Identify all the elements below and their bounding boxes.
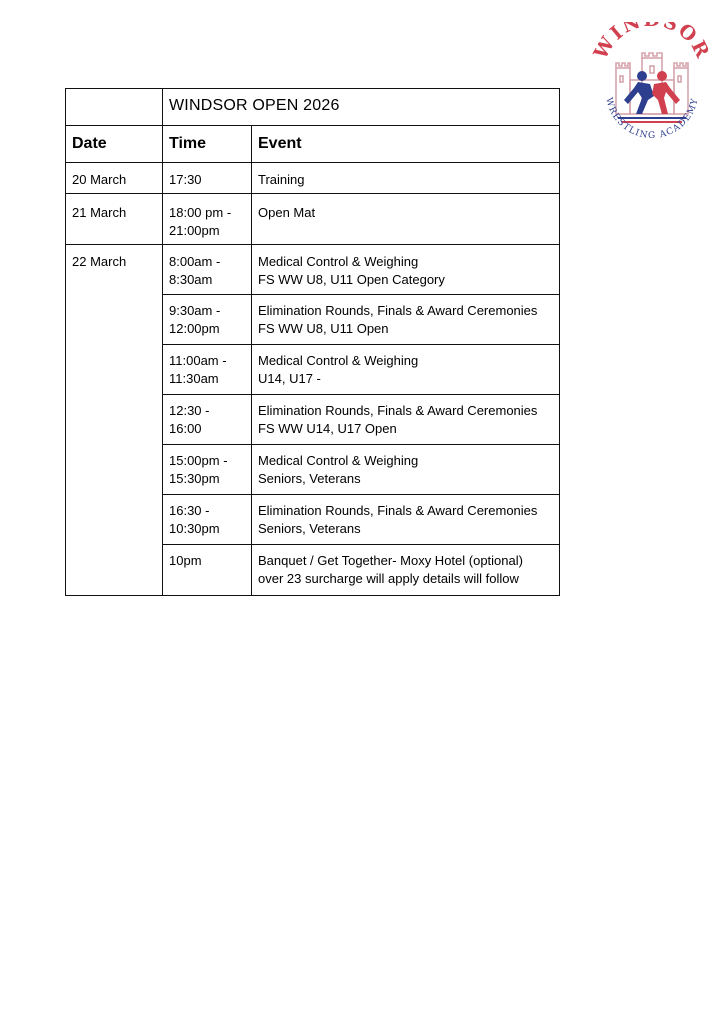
time-text: 15:30pm <box>169 471 220 486</box>
event-text: over 23 surcharge will apply details will follow <box>258 571 519 586</box>
title-row <box>66 89 560 126</box>
time-cell <box>163 345 252 395</box>
event-cell <box>252 445 560 495</box>
time-text: 16:30 - <box>169 503 210 518</box>
table-row <box>66 245 560 295</box>
logo-emblem <box>592 22 712 152</box>
event-text: FS WW U8, U11 Open <box>258 321 389 336</box>
header-date-cell <box>66 126 163 163</box>
time-cell <box>163 245 252 295</box>
time-text: 21:00pm <box>169 223 220 238</box>
header-event-cell <box>252 126 560 163</box>
event-cell <box>252 163 560 194</box>
time-text: 12:00pm <box>169 321 220 336</box>
event-text: Medical Control & Weighing <box>258 254 419 269</box>
event-text: Elimination Rounds, Finals & Award Ceremonies <box>258 503 538 518</box>
event-text: Seniors, Veterans <box>258 471 361 486</box>
time-text: 8:00am - <box>169 254 221 269</box>
time-text: 11:30am <box>169 371 219 386</box>
logo-top-text: WIN SOR <box>592 22 712 63</box>
wrestlers-icon <box>624 71 680 114</box>
table-row <box>66 163 560 194</box>
table-row <box>66 194 560 245</box>
time-text: 9:30am - <box>169 303 221 318</box>
time-cell <box>163 295 252 345</box>
event-text: Seniors, Veterans <box>258 521 361 536</box>
time-text: 8:30am <box>169 272 213 287</box>
event-text: Elimination Rounds, Finals & Award Ceremonies <box>258 403 538 418</box>
time-cell <box>163 545 252 596</box>
event-cell <box>252 245 560 295</box>
time-cell <box>163 495 252 545</box>
header-event: Event <box>258 135 302 152</box>
event-cell <box>252 495 560 545</box>
date-text: 22 March <box>72 254 127 269</box>
event-text: Banquet / Get Together- Moxy Hotel (optional) <box>258 553 523 568</box>
date-text: 21 March <box>72 205 127 220</box>
event-text: Medical Control & Weighing <box>258 453 419 468</box>
header-time-cell <box>163 126 252 163</box>
windsor-wrestling-academy-logo <box>592 22 712 152</box>
event-text: FS WW U14, U17 Open <box>258 421 397 436</box>
time-text: 15:00pm - <box>169 453 228 468</box>
header-date: Date <box>72 135 107 152</box>
time-cell <box>163 445 252 495</box>
logo-bottom-text: WRESTLING ACADEMY <box>603 96 701 142</box>
event-text: Open Mat <box>258 205 316 220</box>
time-text: 17:30 <box>169 172 202 187</box>
date-cell <box>66 163 163 194</box>
event-text: FS WW U8, U11 Open Category <box>258 272 445 287</box>
date-cell <box>66 194 163 245</box>
event-cell <box>252 345 560 395</box>
title-cell <box>163 89 560 126</box>
table-title: WINDSOR OPEN 2026 <box>169 97 340 114</box>
time-text: 11:00am - <box>169 353 227 368</box>
title-empty-cell <box>66 89 163 126</box>
event-text: U14, U17 - <box>258 371 321 386</box>
time-text: 18:00 pm - <box>169 205 232 220</box>
event-text: Medical Control & Weighing <box>258 353 419 368</box>
event-text: Training <box>258 172 305 187</box>
time-cell <box>163 194 252 245</box>
date-cell <box>66 245 163 596</box>
event-text: Elimination Rounds, Finals & Award Ceremonies <box>258 303 538 318</box>
date-text: 20 March <box>72 172 127 187</box>
event-cell <box>252 295 560 345</box>
time-text: 16:00 <box>169 421 202 436</box>
event-cell <box>252 395 560 445</box>
time-cell <box>163 163 252 194</box>
event-cell <box>252 194 560 245</box>
header-time: Time <box>169 135 207 152</box>
time-text: 10:30pm <box>169 521 220 536</box>
time-cell <box>163 395 252 445</box>
castle-icon <box>616 53 688 114</box>
time-text: 10pm <box>169 553 202 568</box>
schedule-table <box>65 88 560 596</box>
header-row <box>66 126 560 163</box>
event-cell <box>252 545 560 596</box>
time-text: 12:30 - <box>169 403 210 418</box>
